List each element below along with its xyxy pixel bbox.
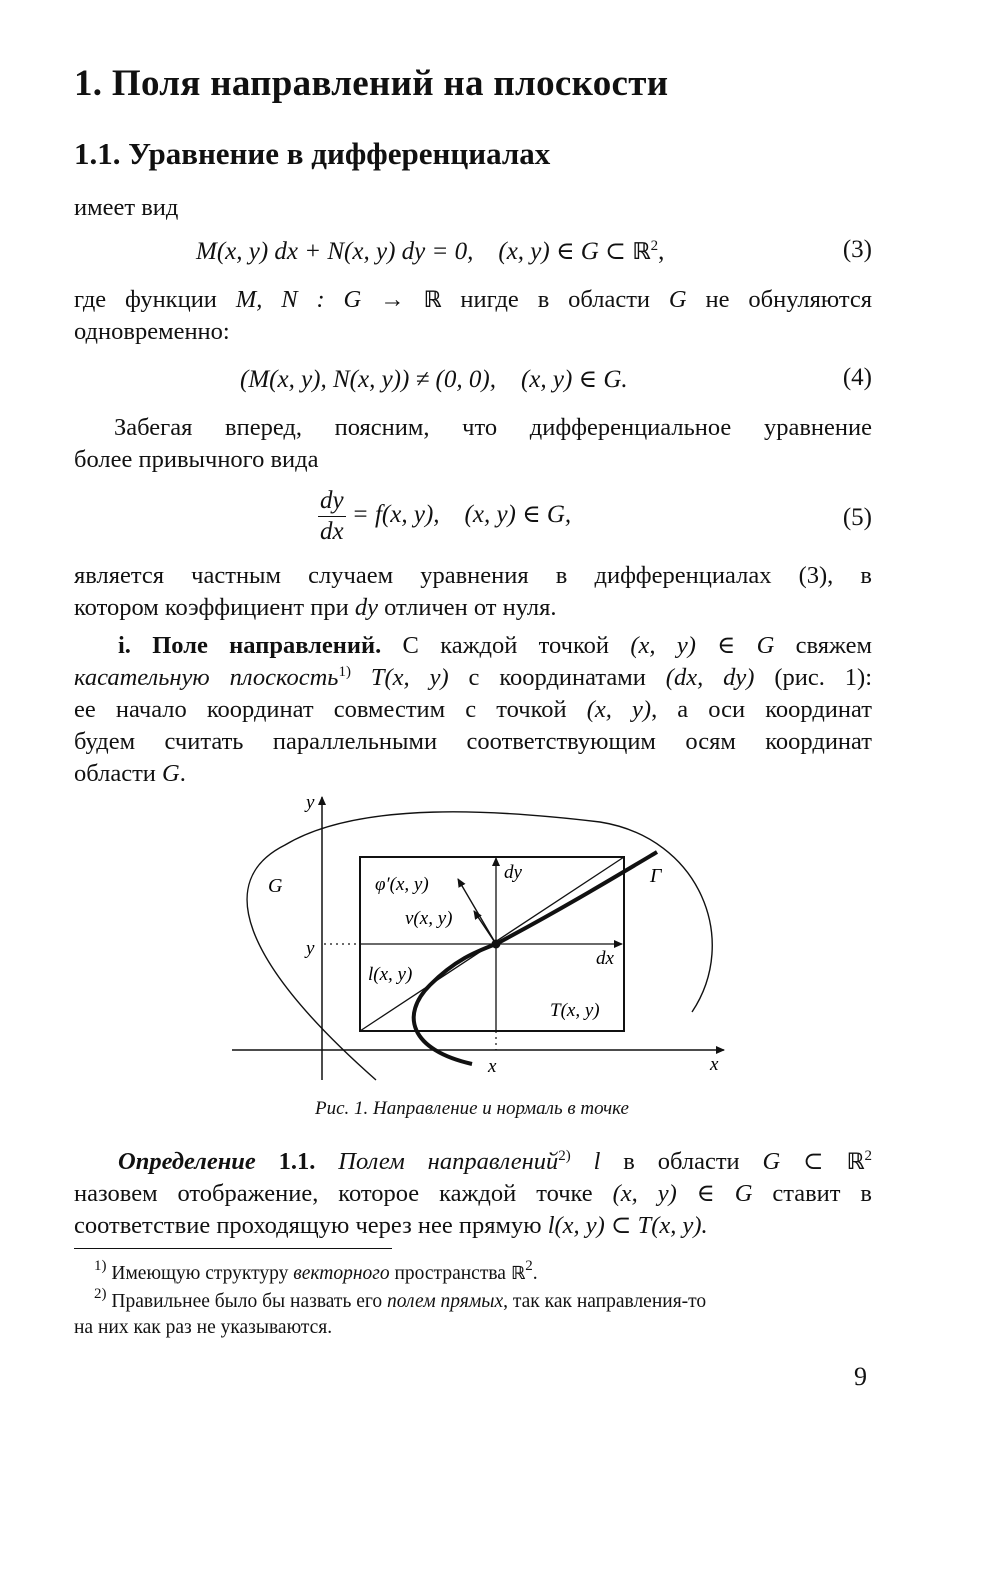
- intro-line: имеет вид: [74, 194, 179, 221]
- paragraph-1-line-2: одновременно:: [74, 318, 230, 345]
- paragraph-4-line-2: касательную плоскость$^{1)}$ T(x, y) с координатами (dx, dy) (рис. 1):: [74, 664, 872, 691]
- paragraph-1-line-1: где функции M, N : G → ℝ нигде в области G не обнуляются: [74, 286, 873, 313]
- definition-line-3: соответствие проходящую через нее прямую l(x, y) ⊂ T(x, y).: [74, 1212, 708, 1239]
- label-y-tick: y: [306, 938, 315, 959]
- label-y-axis: y: [306, 792, 315, 813]
- fraction-dy-dx: $\frac{dy}{dx}$: [320, 487, 344, 545]
- vector-nu: [474, 911, 496, 944]
- paragraph-2-line-1: Забегая вперед, поясним, что дифференциальное уравнение: [114, 414, 872, 441]
- footnote-rule: [74, 1248, 392, 1249]
- figure-caption: Рис. 1. Направление и нормаль в точке: [315, 1098, 629, 1119]
- definition-line-1: Определение 1.1. Полем направлений$^{2)}$ l в области G ⊂ ℝ$^2$: [118, 1148, 872, 1175]
- equation-4-number: (4): [842, 364, 872, 391]
- footnote-2-line-2: на них как раз не указываются.: [74, 1317, 333, 1338]
- paragraph-3-line-2: котором коэффициент при dy отличен от нуля.: [74, 594, 557, 621]
- definition-line-2: назовем отображение, которое каждой точке (x, y) ∈ G ставит в: [74, 1180, 872, 1207]
- section-heading: 1. Поля направлений на плоскости: [74, 63, 669, 104]
- equation-3-number: (3): [842, 236, 872, 263]
- label-dx: dx: [596, 948, 614, 969]
- equation-5-number: (5): [842, 504, 872, 531]
- footnote-1: $^{1)}$ Имеющую структуру векторного пространства ℝ$^2$.: [94, 1258, 538, 1284]
- paragraph-4-line-3: ее начало координат совместим с точкой (x, y), а оси координат: [74, 696, 872, 723]
- subsection-heading: 1.1. Уравнение в дифференциалах: [74, 136, 551, 171]
- label-G: G: [268, 875, 283, 897]
- paragraph-2-line-2: более привычного вида: [74, 446, 319, 473]
- equation-3: M(x, y) dx + N(x, y) dy = 0, (x, y) ∈ G ⊂ ℝ$^2$,: [196, 238, 665, 265]
- paragraph-4-line-1: i. Поле направлений. С каждой точкой (x, y) ∈ G свяжем: [118, 632, 873, 659]
- label-phi: φ′(x, y): [375, 874, 429, 895]
- equation-4: (M(x, y), N(x, y)) ≠ (0, 0), (x, y) ∈ G.: [240, 366, 628, 393]
- page-number: 9: [854, 1362, 867, 1391]
- label-dy: dy: [504, 862, 522, 883]
- label-x-axis: x: [710, 1054, 719, 1075]
- paragraph-4-line-5: области G.: [74, 760, 186, 787]
- region-G-boundary: [247, 812, 712, 1080]
- footnote-2-line-1: $^{2)}$ Правильнее было бы назвать его полем прямых, так как направления-то: [94, 1286, 707, 1312]
- curve-gamma: [414, 852, 657, 1064]
- label-T: T(x, y): [550, 1000, 600, 1021]
- paragraph-4-line-4: будем считать параллельными соответствующим осям координат: [74, 728, 872, 755]
- point-xy: [492, 940, 501, 949]
- equation-5: $\frac{dy}{dx}$ = f(x, y), (x, y) ∈ G,: [320, 487, 572, 545]
- paragraph-3-line-1: является частным случаем уравнения в дифференциалах (3), в: [74, 562, 872, 589]
- label-x-tick: x: [488, 1056, 497, 1077]
- label-nu: ν(x, y): [405, 908, 453, 929]
- label-l: l(x, y): [368, 964, 413, 985]
- label-gamma: Γ: [650, 865, 662, 887]
